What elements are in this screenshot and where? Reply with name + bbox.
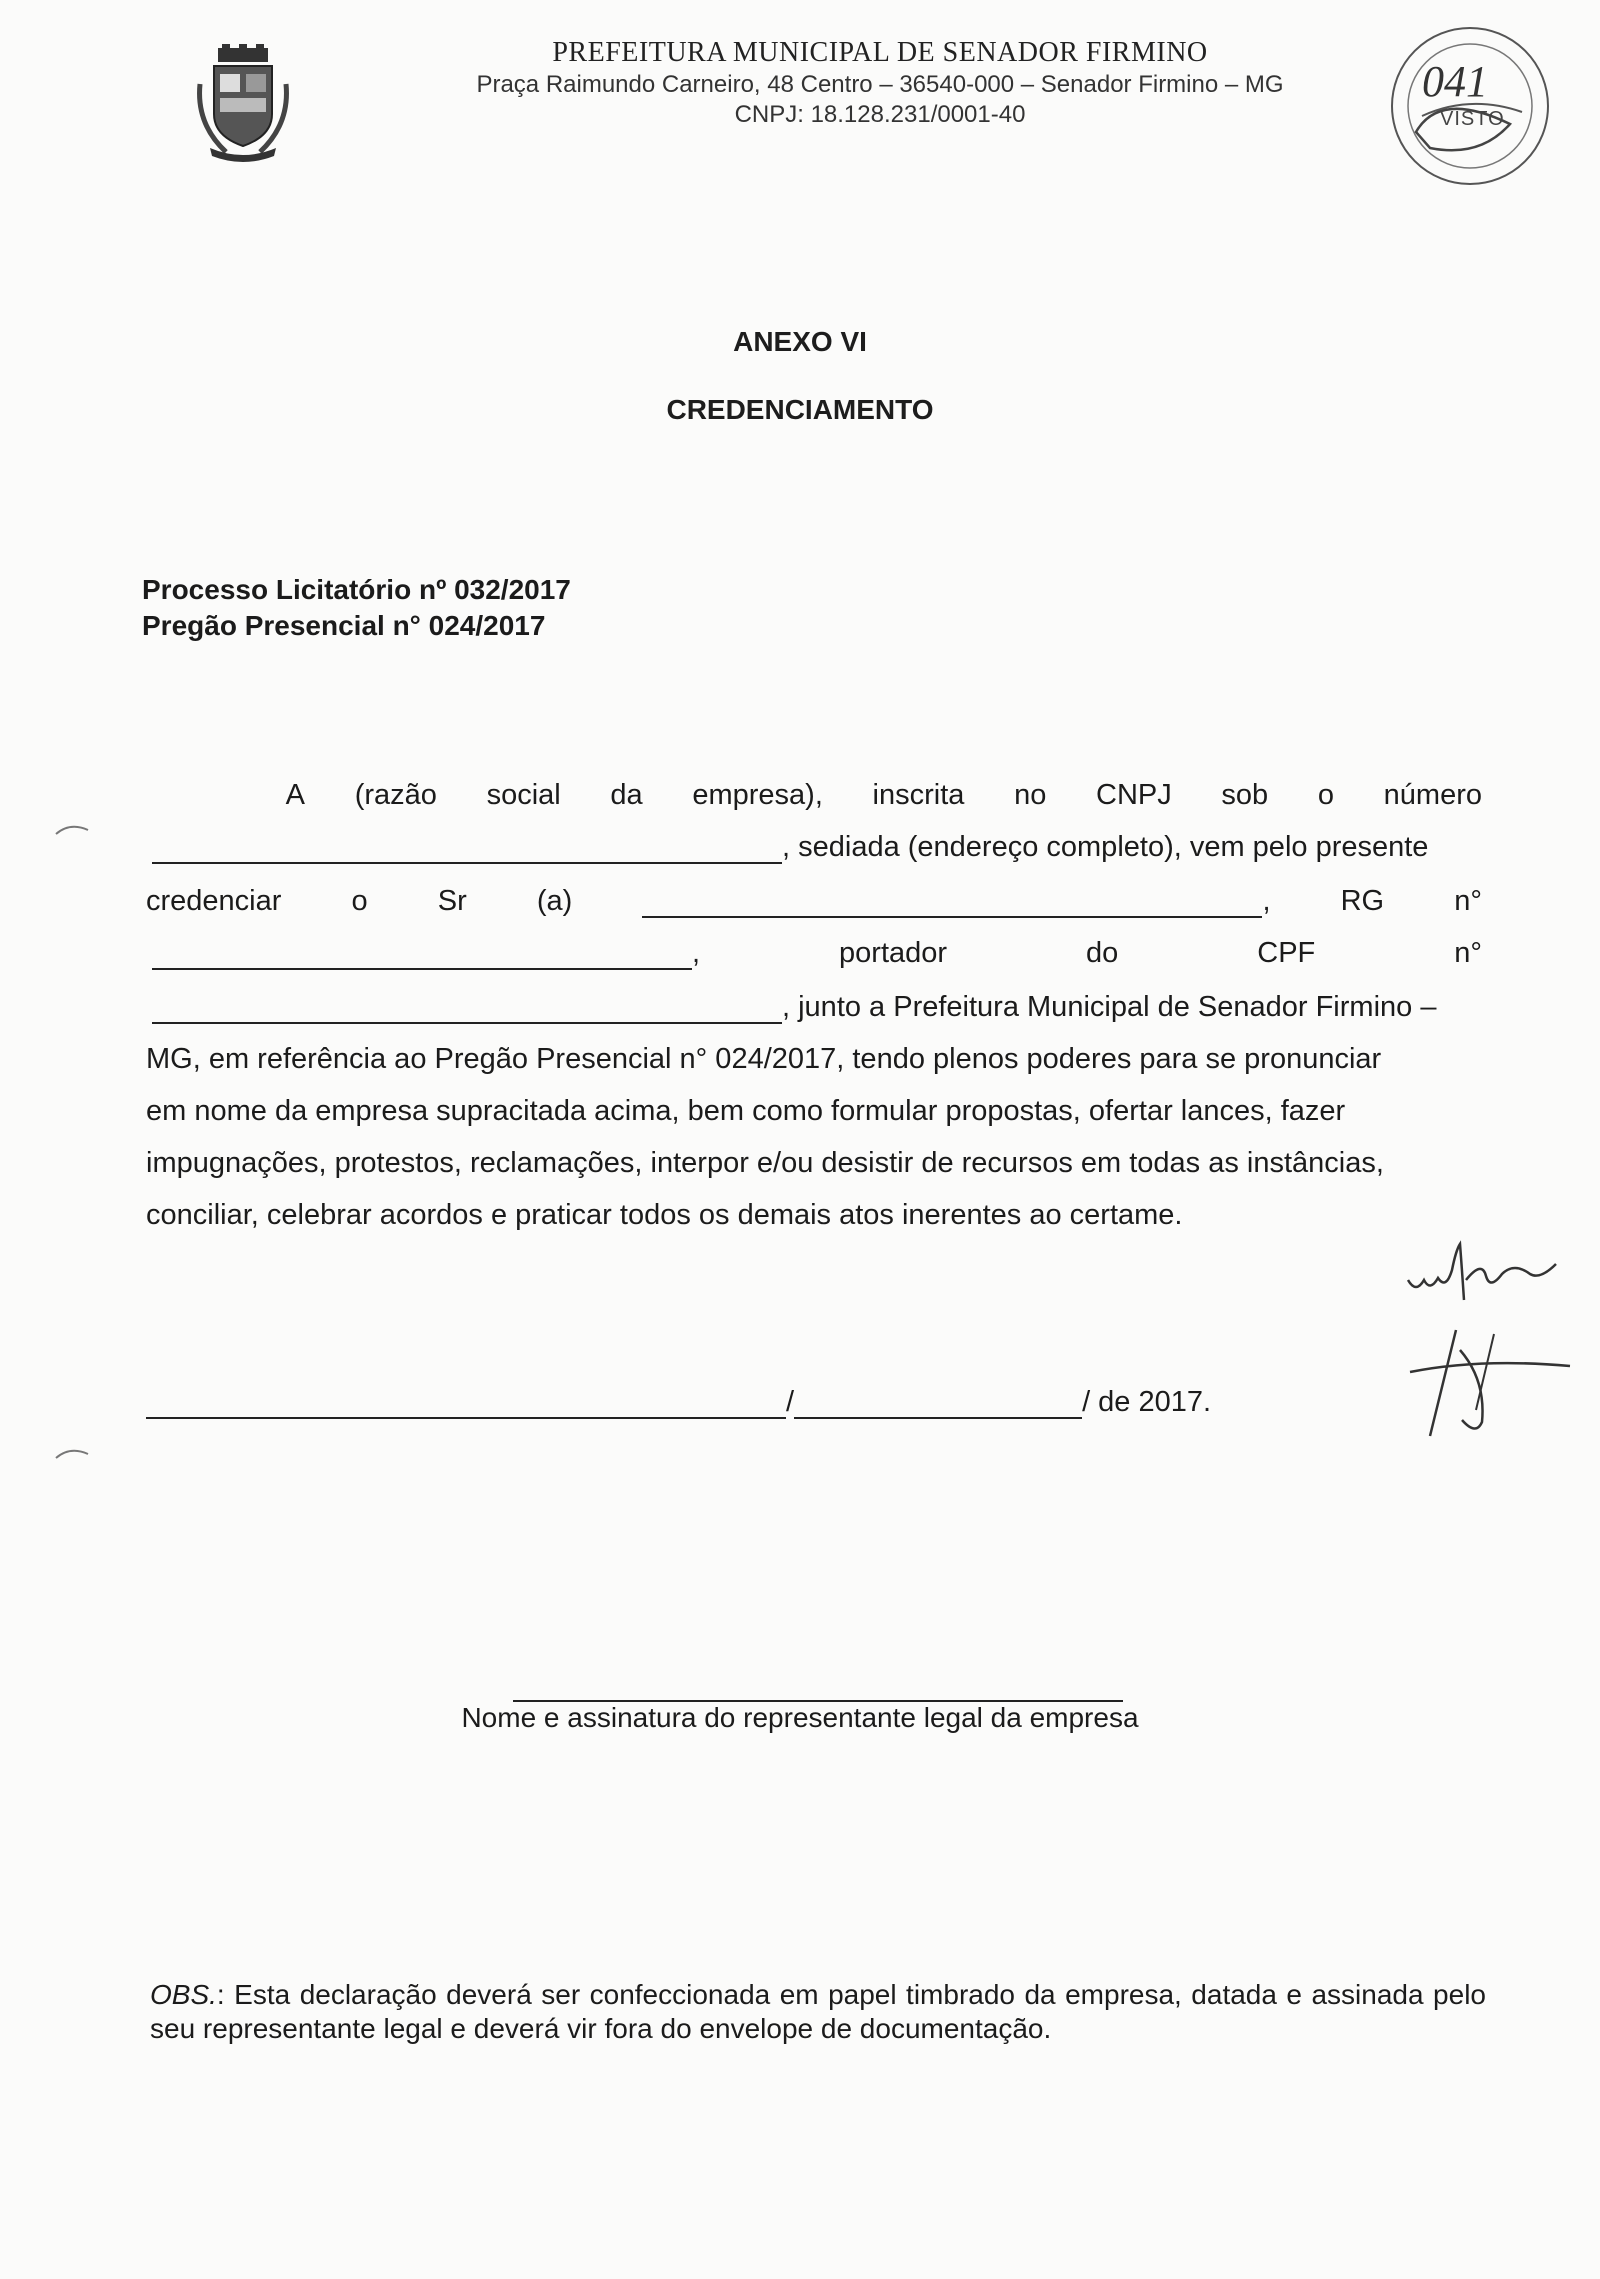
body-line-3: credenciar o Sr (a) , RG n° (146, 885, 1482, 917)
body-word: n° (1454, 885, 1482, 917)
body-line-4: , portador do CPF n° (152, 936, 1482, 970)
body-word: empresa), (692, 779, 823, 811)
body-word: portador (839, 937, 948, 969)
body-word: inscrita (872, 779, 965, 811)
pregao-number: Pregão Presencial n° 024/2017 (142, 610, 546, 641)
scan-mark (52, 820, 92, 840)
document-title: CREDENCIAMENTO (666, 394, 934, 425)
body-line-8: impugnações, protestos, reclamações, interpor e/ou desistir de recursos em todas as instâncias, (146, 1147, 1384, 1179)
body-word: CNPJ (1096, 779, 1172, 811)
body-word: CPF (1257, 937, 1316, 969)
body-line-5 (152, 990, 1488, 1024)
organization-name: PREFEITURA MUNICIPAL DE SENADOR FIRMINO (552, 37, 1208, 68)
body-word: do (1086, 937, 1119, 969)
observation-note (150, 1978, 1486, 2046)
stamp-page-number: 041 (1422, 57, 1488, 106)
letterhead (380, 36, 1380, 130)
body-line-7: em nome da empresa supracitada acima, bem como formular propostas, ofertar lances, fazer (146, 1095, 1346, 1127)
body-word: credenciar (146, 885, 282, 917)
date-place-blank-field[interactable] (146, 1391, 786, 1419)
process-info (142, 572, 571, 644)
date-line: / / de 2017. (146, 1386, 1211, 1419)
body-word: (razão (354, 779, 437, 811)
body-word: social (486, 779, 561, 811)
body-word: da (610, 779, 643, 811)
body-word: o (1317, 779, 1334, 811)
body-text: , junto a Prefeitura Municipal de Senador Firmino – (782, 991, 1437, 1023)
process-number: Processo Licitatório nº 032/2017 (142, 574, 571, 605)
rg-blank-field[interactable] (152, 942, 692, 970)
signature-label: Nome e assinatura do representante legal da empresa (461, 1702, 1139, 1733)
body-line-9: conciliar, celebrar acordos e praticar todos os demais atos inerentes ao certame. (146, 1199, 1183, 1231)
obs-label: OBS. (150, 1979, 217, 2010)
body-word: n° (1454, 937, 1482, 969)
body-line-2 (152, 830, 1488, 864)
annex-title: ANEXO VI (733, 326, 867, 357)
scan-mark (52, 1444, 92, 1464)
municipal-crest-logo (196, 44, 290, 162)
organization-address: Praça Raimundo Carneiro, 48 Centro – 36540-000 – Senador Firmino – MG (476, 71, 1284, 98)
body-word: (a) (536, 885, 573, 917)
body-word: A (285, 779, 306, 811)
body-word: número (1383, 779, 1482, 811)
cpf-blank-field[interactable] (152, 996, 782, 1024)
date-month-blank-field[interactable] (794, 1391, 1082, 1419)
handwritten-initials (1390, 1240, 1590, 1450)
organization-cnpj: CNPJ: 18.128.231/0001-40 (734, 101, 1026, 128)
body-word: Sr (437, 885, 467, 917)
obs-text: : Esta declaração deverá ser confeccionada em papel timbrado da empresa, datada e assinada pelo seu representante legal e deverá vir fora do envelope de documentação. (150, 1979, 1486, 2044)
stamp-visto: VISTO (1440, 108, 1505, 130)
body-line-6: MG, em referência ao Pregão Presencial n° 024/2017, tendo plenos poderes para se pronunciar (146, 1043, 1382, 1075)
body-text: , sediada (endereço completo), vem pelo presente (782, 831, 1429, 863)
body-word: no (1014, 779, 1047, 811)
body-word: o (351, 885, 368, 917)
representative-name-blank-field[interactable] (642, 890, 1262, 918)
body-word: RG (1340, 885, 1385, 917)
body-line-1 (146, 778, 1482, 812)
body-word: sob (1221, 779, 1269, 811)
cnpj-blank-field[interactable] (152, 836, 782, 864)
